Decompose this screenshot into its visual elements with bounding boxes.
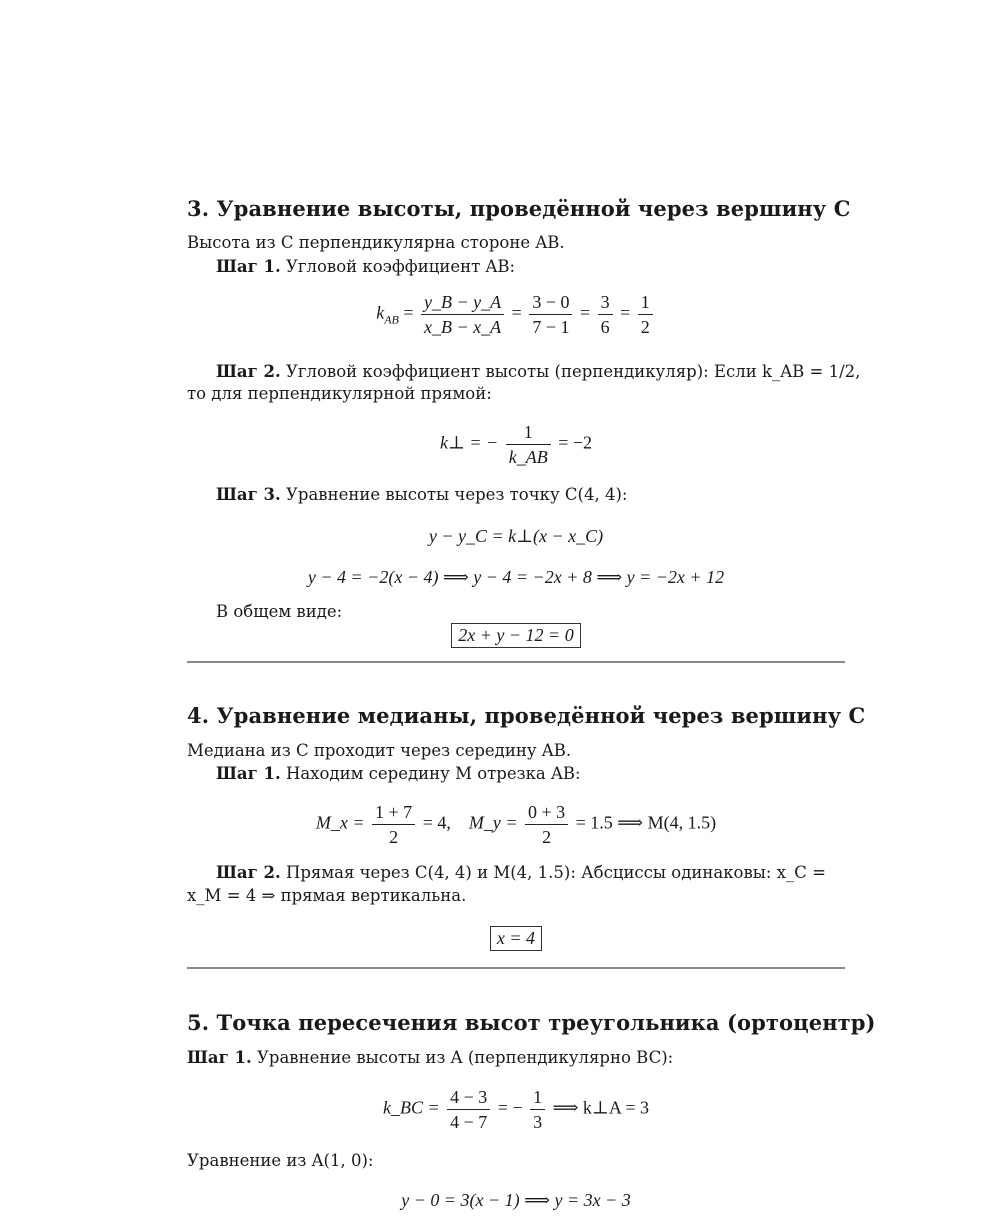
eq-lhs: k_BC = [383,1097,440,1118]
denominator: 3 [533,1112,543,1132]
step-label: Шаг 2. [216,863,281,882]
step-text: Угловой коэффициент AB: [285,257,516,276]
section-3-heading: 3. Уравнение высоты, проведённой через вершину C [187,196,851,221]
section-4-step-2-line-2: x_M = 4 ⇒ прямая вертикальна. [187,886,467,905]
eq-lhs-sub: AB [384,312,399,327]
equation-point-slope: y − y_C = k⊥(x − x_C) [428,526,604,546]
mx-rhs: = 4, [422,812,451,833]
fraction [529,290,572,339]
section-3-step-1 [216,257,515,276]
numerator: 1 [506,420,551,445]
my-lhs: M_y = [468,812,518,833]
section-5-heading: 5. Точка пересечения высот треугольника (ортоцентр) [187,1010,876,1035]
fraction [447,1085,490,1134]
denominator: x_B − x_A [424,317,502,337]
numerator: 1 + 7 [372,800,415,825]
section-3-step-2 [216,362,860,381]
fraction [598,290,613,339]
mx-lhs: M_x = [315,812,365,833]
eq-lhs: k [376,302,385,323]
result-box: x = 4 [490,926,542,951]
eq-rhs: ⟹ k⊥A = 3 [552,1097,649,1118]
numerator: 3 [598,290,613,315]
fraction [372,800,415,849]
section-3-step-2-line-2: то для перпендикулярной прямой: [187,384,492,403]
step-text: Угловой коэффициент высоты (перпендикуляр): Если k_AB = 1/2, [285,362,861,381]
section-4-step-2 [216,863,826,882]
denominator: 2 [389,827,399,847]
equation-k-perp [187,420,845,469]
numerator: 1 [530,1085,545,1110]
step-label: Шаг 1. [216,764,281,783]
step-label: Шаг 1. [187,1048,252,1067]
eq-mid: = − [497,1097,523,1118]
equation-from-a: y − 0 = 3(x − 1) ⟹ y = 3x − 3 [401,1190,631,1210]
fraction [638,290,653,339]
boxed-result [187,623,845,648]
eq-rhs: = −2 [558,432,592,453]
section-3-intro: Высота из C перпендикулярна стороне AB. [187,233,565,252]
numerator: y_B − y_A [421,290,504,315]
equation-k-bc [187,1085,845,1134]
equation-chain: y − 4 = −2(x − 4) ⟹ y − 4 = −2x + 8 ⟹ y = −2x + 12 [307,567,725,587]
section-4-step-1 [216,764,581,783]
step-label: Шаг 1. [216,257,281,276]
fraction [506,420,551,469]
section-divider [187,967,845,969]
section-4-intro: Медиана из C проходит через середину AB. [187,741,572,760]
fraction [421,290,504,339]
denominator: k_AB [508,447,548,467]
equation-midpoint [187,800,845,849]
fraction [530,1085,545,1134]
denominator: 2 [640,317,650,337]
section-3-step-3 [216,485,627,504]
step-text: Прямая через C(4, 4) и M(4, 1.5): Абсциссы одинаковы: x_C = [285,863,826,882]
my-rhs: = 1.5 ⟹ M(4, 1.5) [575,812,717,833]
denominator: 7 − 1 [532,317,570,337]
general-form-label: В общем виде: [216,602,343,621]
numerator: 4 − 3 [447,1085,490,1110]
denominator: 4 − 7 [450,1112,488,1132]
equation-from-a-label: Уравнение из A(1, 0): [187,1151,374,1170]
fraction [525,800,568,849]
equation-k-ab: $k_{AB}$ = $\frac{y\_B - y\_A}{x\_B - x\_A}$ = $\frac{3 - 0}{7 - 1}$ = $\frac{3}{6}$ = $\frac{1}{2}$ [187,290,845,339]
denominator: 2 [542,827,552,847]
section-4-heading: 4. Уравнение медианы, проведённой через вершину C [187,703,866,728]
eq-lhs: k⊥ = − [439,432,499,453]
denominator: 6 [600,317,610,337]
step-label: Шаг 3. [216,485,281,504]
step-text: Уравнение высоты из A (перпендикулярно BC): [256,1048,674,1067]
section-5-step-1 [187,1048,673,1067]
numerator: 3 − 0 [529,290,572,315]
step-text: Находим середину M отрезка AB: [285,764,581,783]
numerator: 0 + 3 [525,800,568,825]
numerator: 1 [638,290,653,315]
step-text: Уравнение высоты через точку C(4, 4): [285,485,628,504]
boxed-result [187,926,845,951]
section-divider [187,661,845,663]
result-box: 2x + y − 12 = 0 [451,623,580,648]
step-label: Шаг 2. [216,362,281,381]
